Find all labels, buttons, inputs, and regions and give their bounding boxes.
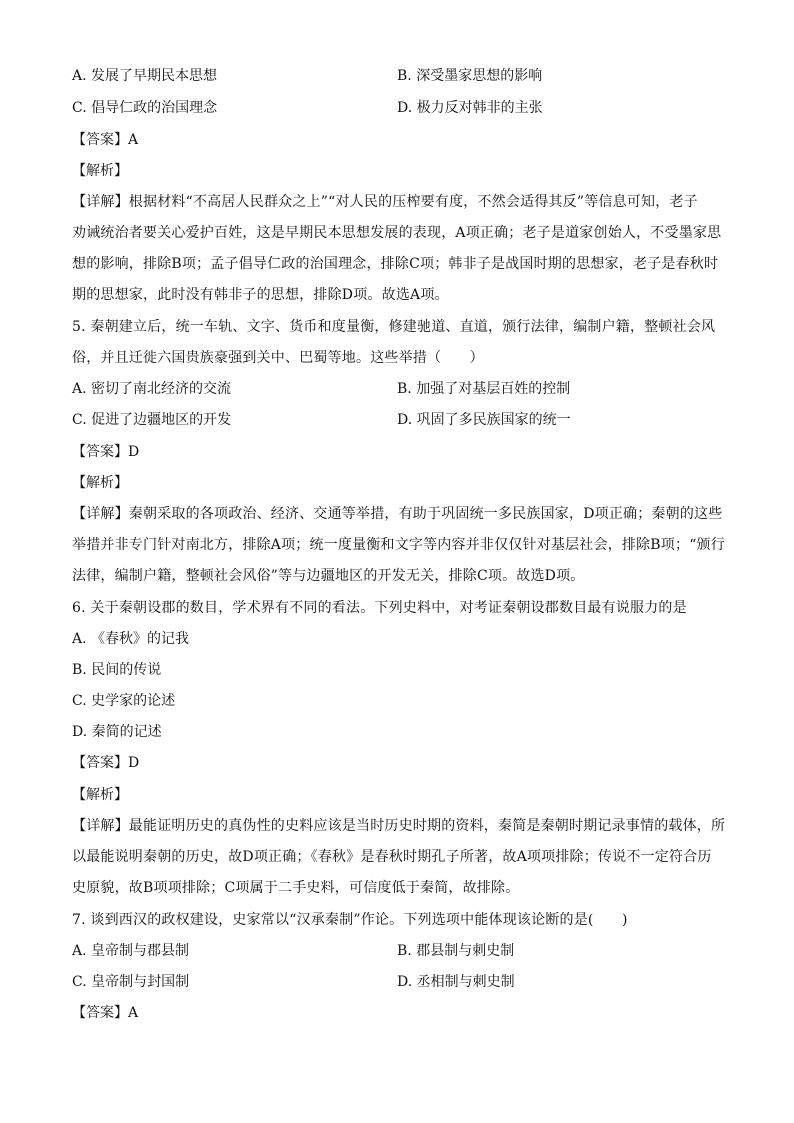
q4-option-b[interactable]: B. 深受墨家思想的影响 <box>397 68 543 84</box>
q7-option-c[interactable]: C. 皇帝制与封国制 <box>72 974 190 990</box>
q5-option-b[interactable]: B. 加强了对基层百姓的控制 <box>397 381 571 397</box>
q6-detail-line: 以最能说明秦朝的历史，故D项正确；《春秋》是春秋时期孔子所著，故A项项排除；传说不一定符合历 <box>72 849 712 865</box>
q5-stem-line: 俗，并且迁徙六国贵族豪强到关中、巴蜀等地。这些举措（ ） <box>72 350 484 366</box>
q5-options-row-2 <box>72 410 732 430</box>
q7-answer: 【答案】A <box>72 1005 139 1021</box>
q6-stem: 6. 关于秦朝设郡的数目，学术界有不同的看法。下列史料中，对考证秦朝设郡数目最有说服力的是 <box>72 600 687 616</box>
q6-detail-line: 史原貌，故B项项排除；C项属于二手史料，可信度低于秦简，故排除。 <box>72 880 520 896</box>
q7-stem: 7. 谈到西汉的政权建设，史家常以“汉承秦制”作论。下列选项中能体现该论断的是( ) <box>72 912 628 928</box>
q5-options-row-1 <box>72 379 732 399</box>
q4-option-a[interactable]: A. 发展了早期民本思想 <box>72 68 218 84</box>
q4-detail-line: 想的影响，排除B项；孟子倡导仁政的治国理念，排除C项；韩非子是战国时期的思想家，老子是春秋时 <box>72 256 719 272</box>
q7-options-row-1 <box>72 941 732 961</box>
q4-option-c[interactable]: C. 倡导仁政的治国理念 <box>72 100 218 116</box>
q5-stem-line: 5. 秦朝建立后，统一车轨、文字、货币和度量衡，修建驰道、直道，颁行法律，编制户籍，整顿社会风 <box>72 319 716 335</box>
q4-detail-line: 期的思想家，此时没有韩非子的思想，排除D项。故选A项。 <box>72 287 449 303</box>
q4-answer: 【答案】A <box>72 132 139 148</box>
q5-option-d[interactable]: D. 巩固了多民族国家的统一 <box>397 412 571 428</box>
q6-analysis-label: 【解析】 <box>72 787 128 803</box>
q4-options-row-2 <box>72 98 732 118</box>
q4-option-d[interactable]: D. 极力反对韩非的主张 <box>397 100 543 116</box>
q5-detail-line: 举措并非专门针对南北方，排除A项；统一度量衡和文字等内容并非仅仅针对基层社会，排除B项；“颁行 <box>72 537 725 553</box>
q5-detail-line: 法律，编制户籍，整顿社会风俗”等与边疆地区的开发无关，排除C项。故选D项。 <box>72 568 585 584</box>
q4-detail-line: 劝诫统治者要关心爱护百姓，这是早期民本思想发展的表现，A项正确；老子是道家创始人，不受墨家思 <box>72 225 722 241</box>
q6-option-a[interactable]: A. 《春秋》的记我 <box>72 631 190 647</box>
q7-option-b[interactable]: B. 郡县制与刺史制 <box>397 943 515 959</box>
q4-analysis-label: 【解析】 <box>72 163 128 179</box>
q4-options-row-1 <box>72 66 732 86</box>
q4-detail-line: 【详解】根据材料“不高居人民群众之上”“对人民的压榨要有度，不然会适得其反”等信息可知，老子 <box>72 194 698 210</box>
q5-option-a[interactable]: A. 密切了南北经济的交流 <box>72 381 232 397</box>
q5-option-c[interactable]: C. 促进了边疆地区的开发 <box>72 412 232 428</box>
q5-answer: 【答案】D <box>72 444 140 460</box>
q7-option-d[interactable]: D. 丞相制与刺史制 <box>397 974 515 990</box>
q6-answer: 【答案】D <box>72 755 140 771</box>
q5-analysis-label: 【解析】 <box>72 475 128 491</box>
q6-option-d[interactable]: D. 秦简的记述 <box>72 724 162 740</box>
q6-detail-line: 【详解】最能证明历史的真伪性的史料应该是当时历史时期的资料，秦简是秦朝时期记录事情的载体，所 <box>72 818 726 834</box>
q7-options-row-2 <box>72 972 732 992</box>
q6-option-c[interactable]: C. 史学家的论述 <box>72 693 176 709</box>
q5-detail-line: 【详解】秦朝采取的各项政治、经济、交通等举措，有助于巩固统一多民族国家，D项正确；秦朝的这些 <box>72 506 723 522</box>
q7-option-a[interactable]: A. 皇帝制与郡县制 <box>72 943 190 959</box>
q6-option-b[interactable]: B. 民间的传说 <box>72 662 162 678</box>
